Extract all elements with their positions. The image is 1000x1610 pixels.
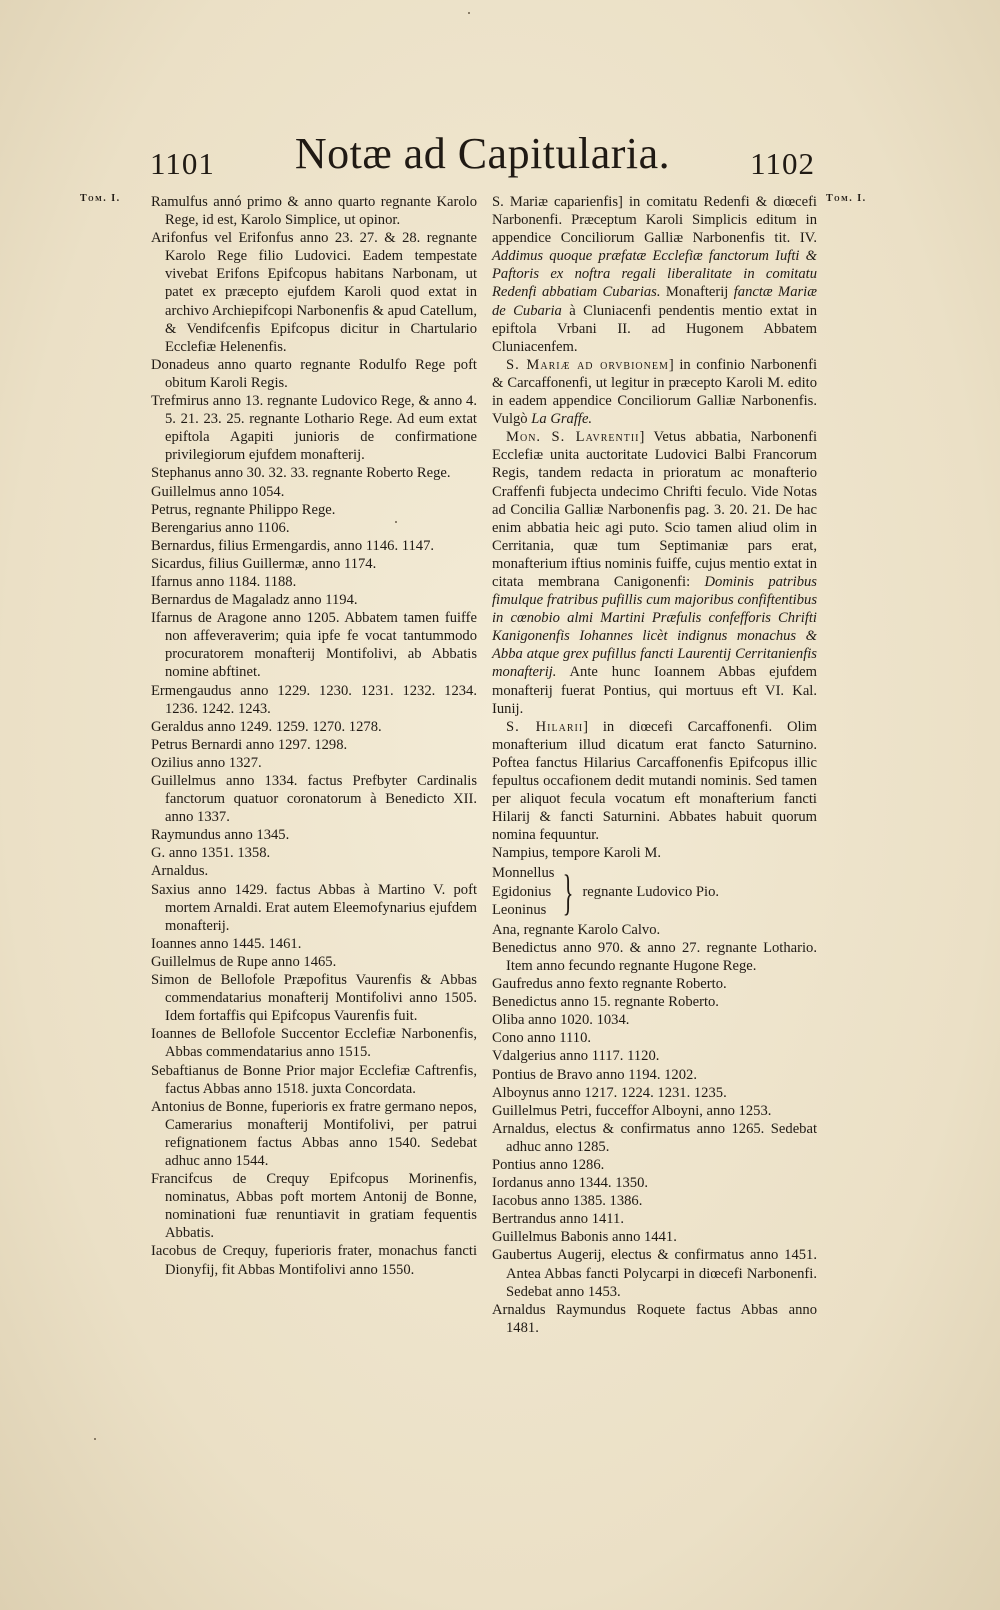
- note-text: ] Vetus abbatia, Narbonenfi Ecclefiæ unita auctoritate Ludovici Balbi Francorum Regis, tandem redacta in prioratum ac monafterio Craffenfi fubjecta undecimo Chrifti feculo. Vide Notas ad Concilia Galliæ Narbonenfis pag. 3. 20. 21. De hac enim abbatia heic agi puto. Scio tamen aliud olim in Cerritania, quæ tum Septimaniæ pars erat, monafterium iftius nominis fuiffe, cujus mentio extat in citata membrana Canigonenfi:: [492, 429, 817, 590]
- abbot-entry: Ifarnus de Aragone anno 1205. Abbatem tamen fuiffe non affeveraverim; quia ipfe fe vocat tantummodo procuratorem monafterij Montifolivi, ab Abbatis nomine abftinet.: [151, 610, 477, 681]
- abbot-entry: Cono anno 1110.: [492, 1030, 592, 1047]
- brace-text: regnante Ludovico Pio.: [582, 883, 720, 900]
- abbot-entry: Ozilius anno 1327.: [151, 754, 262, 771]
- paper-speck: [468, 12, 470, 14]
- note-s-hilarii: [492, 718, 817, 845]
- brace-names: [492, 864, 554, 918]
- abbot-entry: Antonius de Bonne, fuperioris ex fratre germano nepos, Camerarius monafterij Montifolivi, per patrui refignationem factus Abbas anno 1540. Sedebat adhuc anno 1544.: [151, 1098, 477, 1169]
- abbot-entry: Arnaldus Raymundus Roquete factus Abbas anno 1481.: [492, 1301, 817, 1336]
- abbot-entry: Francifcus de Crequy Epifcopus Morinenfis, nominatus, Abbas poft mortem Antonij de Bonne, nominationi fuæ renuntiavit in gratiam fequentis Abbatis.: [151, 1171, 477, 1242]
- abbot-entry: G. anno 1351. 1358.: [151, 845, 271, 862]
- abbot-entry: Bernardus, filius Ermengardis, anno 1146. 1147.: [151, 537, 435, 554]
- abbot-entry: Arnaldus, electus & confirmatus anno 1265. Sedebat adhuc anno 1285.: [492, 1120, 817, 1155]
- paper-speck: [395, 521, 397, 523]
- note-heading: S. Hilarii: [506, 718, 584, 735]
- note-s-mariae-ad-orbionem: [492, 356, 817, 428]
- right-page-number: 1102: [750, 146, 815, 181]
- abbot-entry: Bernardus de Magaladz anno 1194.: [151, 592, 358, 609]
- abbot-entry: Stephanus anno 30. 32. 33. regnante Roberto Rege.: [151, 465, 451, 482]
- abbot-entry: Gaubertus Augerij, electus & confirmatus anno 1451. Antea Abbas fancti Polycarpi in diœcefi Narbonenfi. Sedebat anno 1453.: [492, 1247, 817, 1300]
- abbot-entry: Petrus, regnante Philippo Rege.: [151, 501, 336, 518]
- left-margin-note: Tom. I.: [80, 193, 121, 204]
- abbot-entry: Oliba anno 1020. 1034.: [492, 1012, 630, 1029]
- brace-group: [492, 864, 817, 918]
- abbot-entry: Ermengaudus anno 1229. 1230. 1231. 1232. 1234. 1236. 1242. 1243.: [151, 682, 477, 717]
- abbot-entry: Trefmirus anno 13. regnante Ludovico Rege, & anno 4. 5. 21. 23. 25. regnante Lothario Rege. Ad eum extat epiftola Agapiti junioris de confirmatione privilegiorum ejufdem monafterij.: [151, 393, 477, 464]
- abbot-entry: Ramulfus annó primo & anno quarto regnante Karolo Rege, id est, Karolo Simplice, ut opinor.: [151, 194, 477, 229]
- abbot-entry: Berengarius anno 1106.: [151, 519, 290, 536]
- note-text: S. Mariæ caparienfis] in comitatu Redenfi & diœcefi Narbonenfi. Præceptum Karoli Simplicis editum in appendice Conciliorum Galliæ Narbonenfis tit. IV.: [492, 194, 817, 247]
- paper-speck: [94, 1438, 96, 1440]
- abbot-entry: Guillelmus Petri, fucceffor Alboyni, anno 1253.: [492, 1102, 772, 1119]
- note-text: à Cluniacenfi pendentis mentio extat in epiftola Vrbani II. ad Hugonem Abbatem Cluniacenfem.: [492, 302, 817, 355]
- left-column: [151, 193, 477, 1279]
- abbot-entry: Sebaftianus de Bonne Prior major Ecclefiæ Caftrenfis, factus Abbas anno 1518. juxta Concordata.: [151, 1062, 477, 1097]
- note-text: Ante hunc Ioannem Abbas ejufdem monafterij fuerat Pontius, qui mortuus eft VI. Kal. Iunij.: [492, 664, 818, 717]
- vulgar-name: La Graffe.: [531, 411, 593, 428]
- abbot-entry: Petrus Bernardi anno 1297. 1298.: [151, 736, 348, 753]
- abbot-entry: Sicardus, filius Guillermæ, anno 1174.: [151, 555, 377, 572]
- abbot-entry: Gaufredus anno fexto regnante Roberto.: [492, 976, 727, 993]
- note-text: Monafterij: [665, 284, 729, 301]
- note-heading: S. Mariæ ad orvbionem: [506, 356, 669, 373]
- abbot-entry: Donadeus anno quarto regnante Rodulfo Rege poft obitum Karoli Regis.: [151, 356, 477, 391]
- right-margin-note: Tom. I.: [826, 193, 867, 204]
- abbot-entry: Ioannes anno 1445. 1461.: [151, 935, 302, 952]
- abbot-entry: Benedictus anno 970. & anno 27. regnante Lothario. Item anno fecundo regnante Hugone Rege.: [492, 939, 817, 974]
- abbot-entry: Guillelmus de Rupe anno 1465.: [151, 953, 337, 970]
- abbot-name: Leoninus: [492, 901, 547, 918]
- abbot-entry: Bertrandus anno 1411.: [492, 1211, 624, 1228]
- abbot-entry: Ifarnus anno 1184. 1188.: [151, 573, 297, 590]
- note-text: ] in diœcefi Carcaffonenfi. Olim monafterium illud dicatum erat fancto Saturnino. Poftea fanctus Hilarius Carcaffonenfis Epifcopus illic fepultus occafionem dedit mutandi nominis. Sed tamen per aliquot fecula vocatum eft monafterium fancti Hilarij & fancti Saturnini. Abbates habuit quorum nomina fequuntur.: [492, 718, 817, 844]
- abbot-entry: Nampius, tempore Karoli M.: [492, 845, 662, 862]
- note-s-mariae-capariensis: [492, 193, 817, 356]
- abbot-entry: Iacobus de Crequy, fuperioris frater, monachus fancti Dionyfij, fit Abbas Montifolivi anno 1550.: [151, 1243, 477, 1278]
- abbot-entry: Geraldus anno 1249. 1259. 1270. 1278.: [151, 718, 382, 735]
- abbot-entry: Benedictus anno 15. regnante Roberto.: [492, 994, 719, 1011]
- abbot-entry: Vdalgerius anno 1117. 1120.: [492, 1048, 660, 1065]
- abbot-entry: Guillelmus Babonis anno 1441.: [492, 1229, 677, 1246]
- note-text: ] in confinio Narbonenfi & Carcaffonenfi, ut legitur in præcepto Karoli M. edito in eadem appendice Conciliorum Galliæ Narbonenfis. Vulgò: [492, 356, 817, 428]
- abbot-entry: Saxius anno 1429. factus Abbas à Martino V. poft mortem Arnaldi. Erat autem Eleemofynarius ejufdem monafterij.: [151, 881, 477, 934]
- brace-icon: }: [563, 863, 574, 920]
- abbot-entry: Guillelmus anno 1054.: [151, 483, 285, 500]
- charter-quote: Addimus quoque præfatæ Ecclefiæ fanctorum Iufti & Paftoris ex noftra regali liberalitate in comitatu Redenfi abbatiam Cubarias.: [492, 248, 817, 301]
- note-mon-s-laurentii: [492, 428, 817, 718]
- abbot-name: Monnellus: [492, 865, 555, 882]
- right-column: [492, 193, 817, 1337]
- abbot-entry: Iordanus anno 1344. 1350.: [492, 1175, 649, 1192]
- abbot-entry: Pontius anno 1286.: [492, 1156, 605, 1173]
- abbot-entry: Iacobus anno 1385. 1386.: [492, 1193, 643, 1210]
- note-heading: Mon. S. Lavrentii: [506, 429, 640, 446]
- abbot-entry: Pontius de Bravo anno 1194. 1202.: [492, 1066, 697, 1083]
- abbot-name: Egidonius: [492, 883, 552, 900]
- page-header: [150, 128, 815, 188]
- abbot-entry: Guillelmus anno 1334. factus Prefbyter Cardinalis fanctorum quatuor coronatorum à Benedicto XII. anno 1337.: [151, 773, 477, 826]
- abbot-entry: Simon de Bellofole Præpofitus Vaurenfis & Abbas commendatarius monafterij Montifolivi anno 1505. Idem fortaffis qui Epifcopus Vaurenfis fuit.: [151, 972, 477, 1025]
- abbot-entry: Ioannes de Bellofole Succentor Ecclefiæ Narbonenfis, Abbas commendatarius anno 1515.: [151, 1026, 477, 1061]
- abbot-entry: Raymundus anno 1345.: [151, 827, 290, 844]
- left-page-number: 1101: [150, 146, 215, 181]
- abbot-entry: Ana, regnante Karolo Calvo.: [492, 921, 661, 938]
- abbot-entry: Arifonfus vel Erifonfus anno 23. 27. & 28. regnante Karolo Rege filio Ludovici. Eadem tempestate vivebat Erifons Epifcopus habitans Narbonam, ut patet ex præcepto ejufdem Karoli quod extat in archivo Archiepifcopi Narbonenfis & apud Catellum, & Vendifcenfis Epifcopus dicitur in Chartulario Ecclefiæ Helenenfis.: [151, 230, 477, 355]
- monastery-name: fanctæ Mariæ de Cubaria: [492, 284, 817, 319]
- running-title: Notæ ad Capitularia.: [294, 129, 671, 178]
- abbot-entry: Alboynus anno 1217. 1224. 1231. 1235.: [492, 1084, 727, 1101]
- charter-quote: Dominis patribus fimulque fratribus pufillis cum majoribus confiftentibus in cœnobio almi Martini Præfulis confefforis Chrifti Kanigonenfis Iohannes licèt indignus monachus & Abba atque grex pufillus fancti Laurentij Cerritanienfis monafterij.: [492, 573, 817, 681]
- abbot-entry: Arnaldus.: [151, 863, 209, 880]
